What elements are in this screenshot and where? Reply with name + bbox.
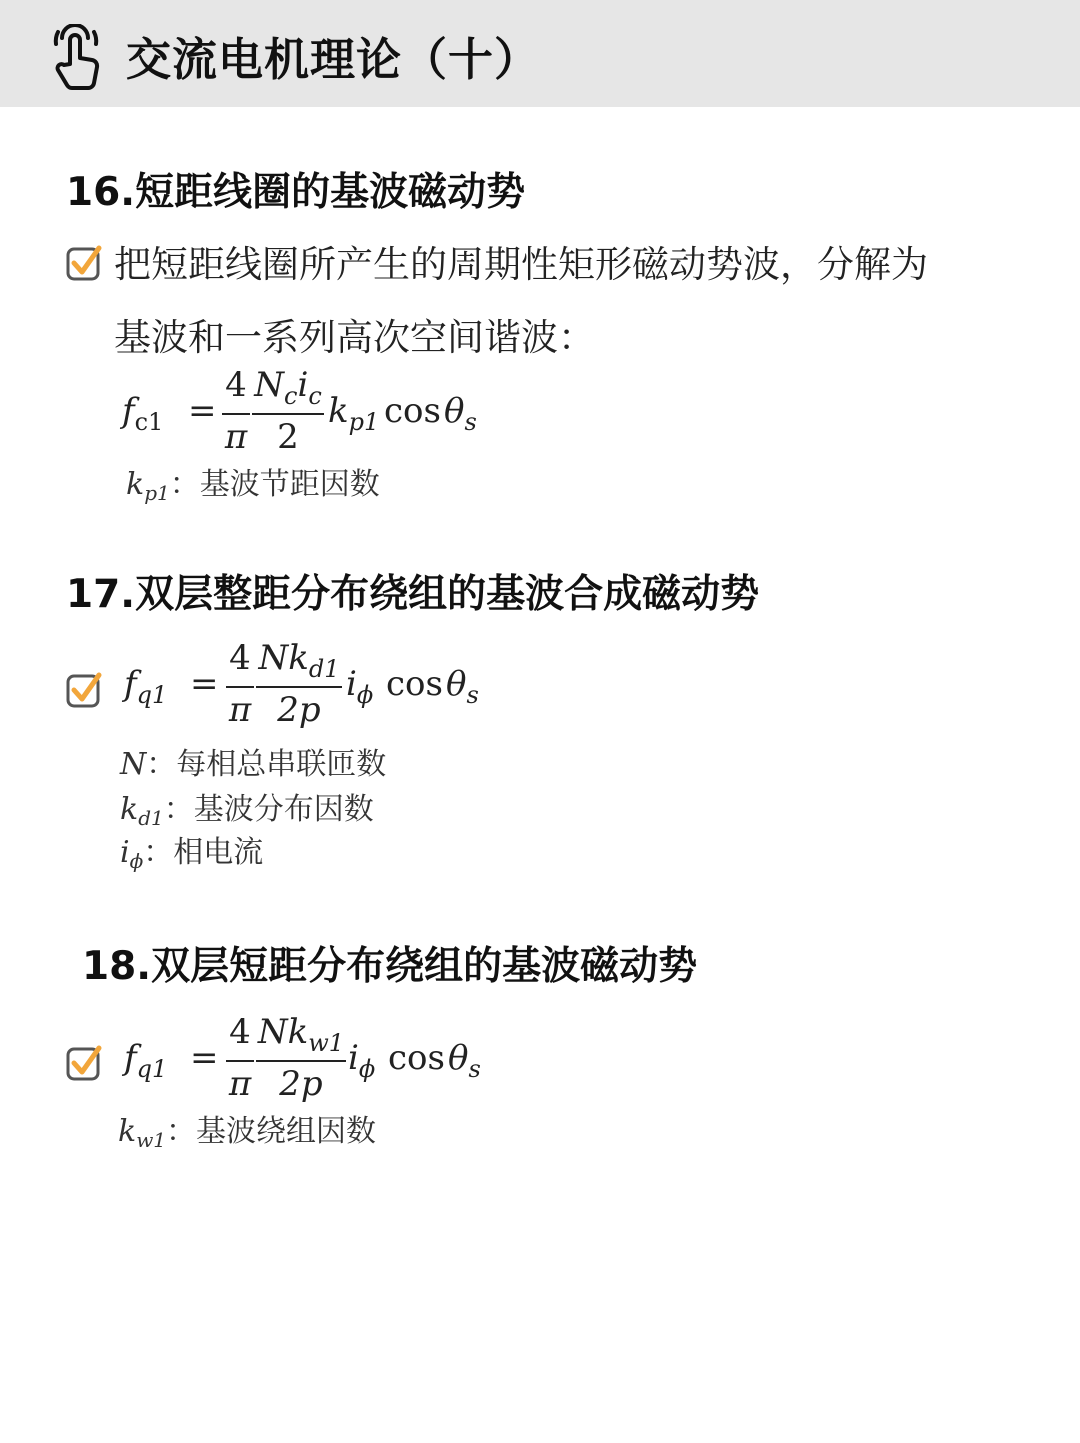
formula-theta: $\theta_s$ <box>446 664 479 709</box>
formula-iphi: $i_\phi$ <box>348 1038 376 1083</box>
checkbox-icon <box>66 245 102 281</box>
definition-kp1: $k_{p1}$：基波节距因数 <box>126 467 380 505</box>
fraction-ncic-over-2: $N_ci_c$ 2 <box>252 365 324 460</box>
formula-fc1 <box>122 365 502 460</box>
cos-text: cos <box>384 391 441 431</box>
paragraph-line-1: 把短距线圈所产生的周期性矩形磁动势波，分解为 <box>114 243 928 286</box>
paragraph-line-2: 基波和一系列高次空间谐波： <box>114 316 595 359</box>
page-title: 交流电机理论（十） <box>126 33 541 86</box>
fraction-nkw1-over-2p: $Nk_{w1}$ 2p <box>257 1012 345 1104</box>
equals-sign: = <box>190 664 219 704</box>
fraction-4-over-pi: 4 π <box>222 365 250 460</box>
fraction-4-over-pi: 4 π <box>226 638 254 733</box>
formula-theta: $\theta_s$ <box>444 391 477 436</box>
touch-hand-icon <box>48 24 106 90</box>
page-header <box>0 0 1080 107</box>
section-title-18: 18.双层短距分布绕组的基波磁动势 <box>82 944 698 989</box>
definition-n: N：每相总串联匝数 <box>120 747 387 782</box>
equals-sign: = <box>190 1038 219 1078</box>
section-title-16: 16.短距线圈的基波磁动势 <box>66 170 526 215</box>
fraction-nkd1-over-2p: $Nk_{d1}$ 2p <box>256 638 342 733</box>
formula-kp1: $k_{p1}$ <box>328 391 380 436</box>
definition-kw1: $k_{w1}$：基波绕组因数 <box>118 1114 377 1152</box>
cos-text: cos <box>388 1038 445 1078</box>
formula-lhs: $f_{c1}$ <box>122 391 164 436</box>
formula-iphi: $i_\phi$ <box>346 664 374 709</box>
formula-lhs: $f_{q1}$ <box>124 1038 168 1083</box>
equals-sign: = <box>188 391 217 431</box>
definition-iphi: $i_\phi$：相电流 <box>120 835 264 873</box>
section-title-17: 17.双层整距分布绕组的基波合成磁动势 <box>66 572 760 617</box>
cos-text: cos <box>386 664 443 704</box>
checkbox-icon <box>66 1045 102 1081</box>
formula-theta: $\theta_s$ <box>448 1038 481 1083</box>
formula-lhs: $f_{q1}$ <box>124 664 168 709</box>
definition-kd1: $k_{d1}$：基波分布因数 <box>120 792 374 830</box>
formula-fq1-short-pitch <box>124 1012 514 1107</box>
checkbox-icon <box>66 672 102 708</box>
fraction-4-over-pi: 4 π <box>226 1012 254 1107</box>
formula-fq1-distribution <box>124 638 504 733</box>
